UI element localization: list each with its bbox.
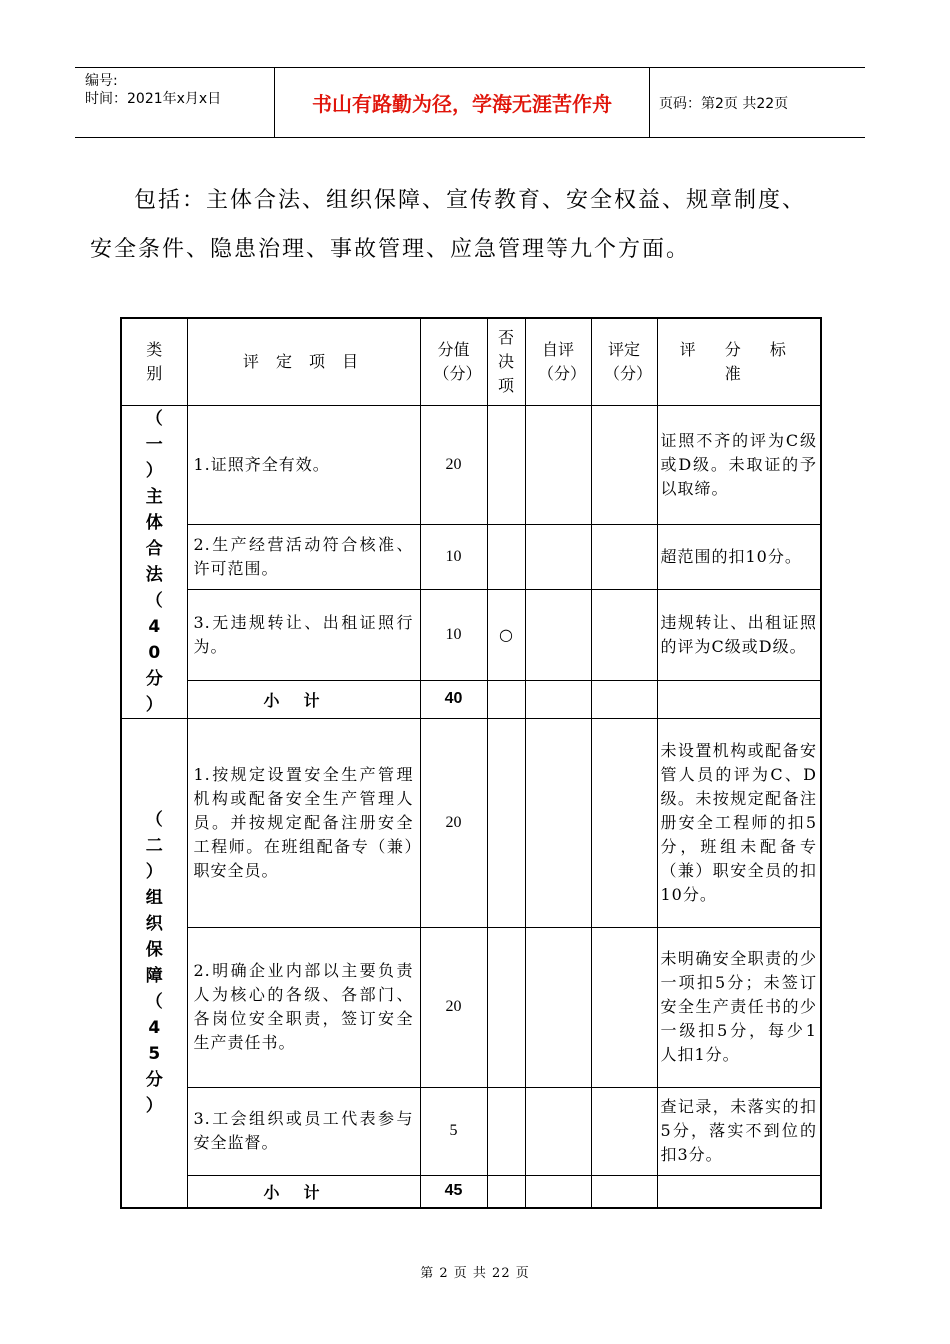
table-row bbox=[121, 927, 821, 1087]
empty-cell bbox=[487, 680, 525, 718]
score-cell: 20 bbox=[420, 927, 487, 1087]
subtotal-row bbox=[121, 680, 821, 718]
criteria-cell: 违规转让、出租证照的评为C级或D级。 bbox=[657, 590, 821, 681]
subtotal-label: 小计 bbox=[187, 680, 420, 718]
criteria-cell: 证照不齐的评为C级或D级。未取证的予以取缔。 bbox=[657, 405, 821, 525]
veto-cell bbox=[487, 927, 525, 1087]
veto-cell bbox=[487, 718, 525, 927]
header-criteria: 评 分 标 准 bbox=[657, 318, 821, 405]
score-cell: 10 bbox=[420, 590, 487, 681]
criteria-cell: 未明确安全职责的少一项扣5分；未签订安全生产责任书的少一级扣5分，每少1人扣1分。 bbox=[657, 927, 821, 1087]
empty-cell bbox=[525, 680, 591, 718]
self-score-cell bbox=[525, 405, 591, 525]
table-row bbox=[121, 590, 821, 681]
eval-score-cell bbox=[591, 927, 657, 1087]
empty-cell bbox=[657, 680, 821, 718]
header-score: 分值（分） bbox=[420, 318, 487, 405]
intro-line-1: 包括：主体合法、组织保障、宣传教育、安全权益、规章制度、 bbox=[134, 188, 807, 213]
empty-cell bbox=[657, 1175, 821, 1208]
subtotal-row bbox=[121, 1175, 821, 1208]
empty-cell bbox=[591, 680, 657, 718]
self-score-cell bbox=[525, 927, 591, 1087]
table-row bbox=[121, 405, 821, 525]
item-cell: 1.按规定设置安全生产管理机构或配备安全生产管理人员。并按规定配备注册安全工程师。在班组配备专（兼）职安全员。 bbox=[187, 718, 420, 927]
item-cell: 3.无违规转让、出租证照行为。 bbox=[187, 590, 420, 681]
item-cell: 1.证照齐全有效。 bbox=[187, 405, 420, 525]
criteria-cell: 查记录，未落实的扣5分，落实不到位的扣3分。 bbox=[657, 1087, 821, 1175]
criteria-cell: 未设置机构或配备安管人员的评为C、D级。未按规定配备注册安全工程师的扣5分，班组未配备专（兼）职安全员的扣10分。 bbox=[657, 718, 821, 927]
eval-score-cell bbox=[591, 405, 657, 525]
self-score-cell bbox=[525, 718, 591, 927]
header-page-info: 页码：第2页 共22页 bbox=[659, 95, 789, 112]
intro-line-2: 安全条件、隐患治理、事故管理、应急管理等九个方面。 bbox=[90, 237, 691, 262]
number-label: 编号: bbox=[85, 73, 118, 89]
score-cell: 5 bbox=[420, 1087, 487, 1175]
score-cell: 10 bbox=[420, 525, 487, 590]
item-cell: 3.工会组织或员工代表参与安全监督。 bbox=[187, 1087, 420, 1175]
table-header-row bbox=[121, 318, 821, 405]
evaluation-table bbox=[120, 317, 822, 1209]
header-veto: 否决项 bbox=[487, 318, 525, 405]
score-cell: 20 bbox=[420, 405, 487, 525]
category-cell: （一）主体合法（40分） bbox=[121, 405, 187, 718]
criteria-cell: 超范围的扣10分。 bbox=[657, 525, 821, 590]
page-footer: 第 2 页 共 22 页 bbox=[420, 1266, 530, 1281]
eval-score-cell bbox=[591, 590, 657, 681]
self-score-cell bbox=[525, 590, 591, 681]
self-score-cell bbox=[525, 525, 591, 590]
table-row bbox=[121, 525, 821, 590]
time-label: 时间：2021年x月x日 bbox=[85, 91, 222, 107]
empty-cell bbox=[487, 1175, 525, 1208]
header-category: 类别 bbox=[121, 318, 187, 405]
subtotal-value: 40 bbox=[420, 680, 487, 718]
score-cell: 20 bbox=[420, 718, 487, 927]
header-motto: 书山有路勤为径，学海无涯苦作舟 bbox=[275, 68, 650, 137]
table-row bbox=[121, 718, 821, 927]
eval-score-cell bbox=[591, 525, 657, 590]
intro-paragraph bbox=[90, 176, 860, 274]
header-self: 自评（分） bbox=[525, 318, 591, 405]
veto-cell bbox=[487, 405, 525, 525]
veto-cell bbox=[487, 525, 525, 590]
item-cell: 2.生产经营活动符合核准、许可范围。 bbox=[187, 525, 420, 590]
header-eval: 评定（分） bbox=[591, 318, 657, 405]
empty-cell bbox=[591, 1175, 657, 1208]
eval-score-cell bbox=[591, 1087, 657, 1175]
veto-cell: ○ bbox=[487, 590, 525, 681]
page-header bbox=[75, 67, 865, 138]
subtotal-label: 小计 bbox=[187, 1175, 420, 1208]
category-cell: （二）组织保障（45分） bbox=[121, 718, 187, 1208]
eval-score-cell bbox=[591, 718, 657, 927]
subtotal-value: 45 bbox=[420, 1175, 487, 1208]
empty-cell bbox=[525, 1175, 591, 1208]
table-row bbox=[121, 1087, 821, 1175]
item-cell: 2.明确企业内部以主要负责人为核心的各级、各部门、各岗位安全职责，签订安全生产责任书。 bbox=[187, 927, 420, 1087]
header-meta bbox=[75, 68, 275, 137]
self-score-cell bbox=[525, 1087, 591, 1175]
header-item: 评 定 项 目 bbox=[187, 318, 420, 405]
veto-cell bbox=[487, 1087, 525, 1175]
